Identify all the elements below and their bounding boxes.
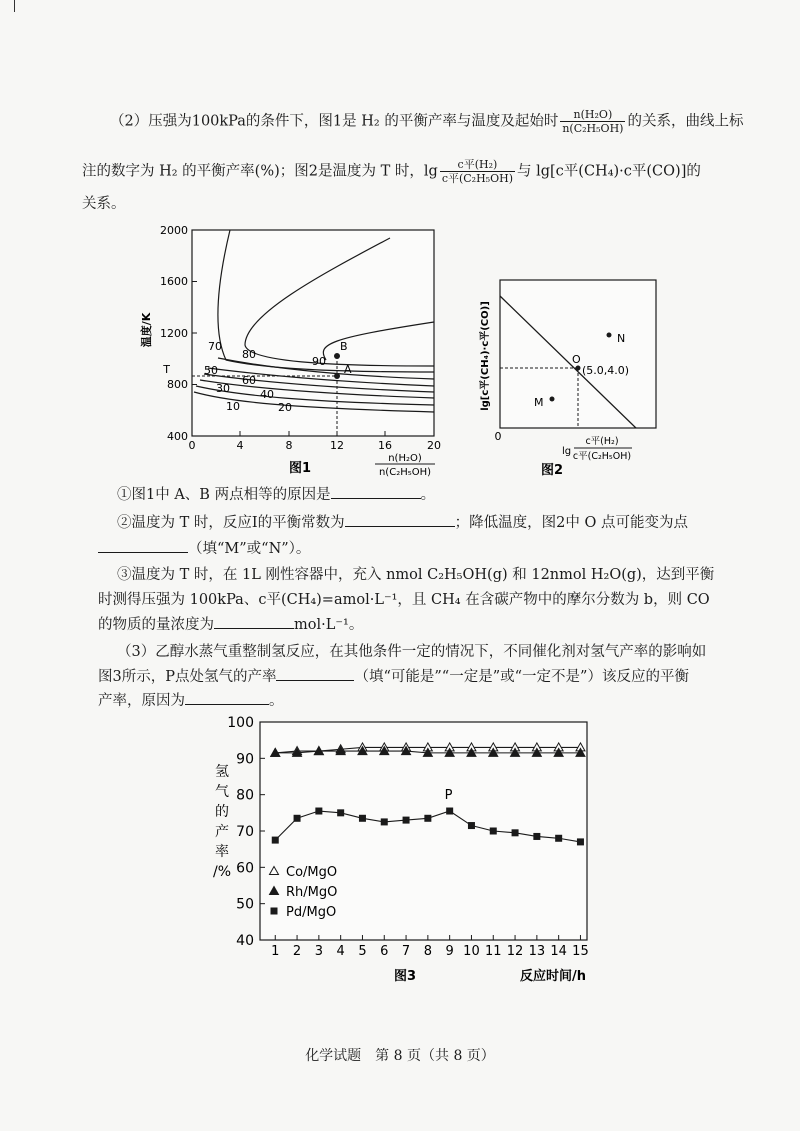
fig3-ytick-label: 90 <box>236 751 254 768</box>
fig1-caption: 图1 <box>288 461 312 476</box>
fig3-ylabel-char-6: /% <box>212 864 232 880</box>
fig3-xtick-label: 4 <box>336 944 345 959</box>
part3-text-a: 图3所示，P点处氢气的产率 <box>98 669 277 685</box>
part2-line1 <box>110 108 743 135</box>
fig1-curve-label-10: 10 <box>226 400 240 413</box>
fig1-xtick-12: 12 <box>330 439 344 452</box>
fig3-point-pd-mgo <box>272 837 279 844</box>
fig3-xtick-label: 12 <box>506 944 524 959</box>
fig3-xtick-label: 9 <box>445 944 454 959</box>
fig2-xlabel-prefix: lg <box>562 446 572 457</box>
fig3-point-pd-mgo <box>577 838 584 845</box>
scan-mark <box>14 0 15 12</box>
question-2 <box>117 510 688 535</box>
fig1-curve-label-60: 60 <box>242 374 256 387</box>
fig1-xtick-20: 20 <box>427 439 441 452</box>
answer-blank-6[interactable] <box>185 688 269 705</box>
fig3-xtick-label: 1 <box>271 944 280 959</box>
fig3-ylabel-char-3: 的 <box>215 804 229 820</box>
fig3-legend-label: Pd/MgO <box>286 905 337 920</box>
question-1-end: 。 <box>420 487 436 503</box>
fig2-label-n: N <box>617 332 626 345</box>
fig1-xlabel-den: n(C₂H₅OH) <box>378 467 432 478</box>
part2-text-b: 的关系，曲线上标 <box>627 113 744 130</box>
fig1-curve-label-90: 90 <box>312 355 326 368</box>
part3-line1: （3）乙醇水蒸气重整制氢反应，在其他条件一定的情况下，不同催化剂对氢气产率的影响如 <box>117 644 707 660</box>
fig1-xtick-8: 8 <box>285 439 293 452</box>
fig3-point-pd-mgo <box>337 809 344 816</box>
answer-blank-3[interactable] <box>98 536 188 553</box>
fig3-ytick-label: 80 <box>236 787 254 804</box>
part3-text-d: 。 <box>269 693 284 709</box>
fig3-xtick-label: 14 <box>550 944 567 959</box>
fig1-xtick-0: 0 <box>188 439 196 452</box>
fig2-label-o: O <box>572 353 581 366</box>
part3-line2 <box>98 664 689 689</box>
answer-blank-5[interactable] <box>276 664 354 681</box>
fig3-point-pd-mgo <box>359 815 366 822</box>
figure-3-chart <box>200 712 600 992</box>
figure-1 <box>130 220 460 480</box>
question-2-text-a: ②温度为 T 时，反应Ⅰ的平衡常数为 <box>117 515 345 531</box>
ratio-fraction <box>560 108 625 135</box>
fig3-point-pd-mgo <box>533 833 540 840</box>
fig1-ytick-1600: 1600 <box>160 275 188 288</box>
figure-2 <box>476 272 672 482</box>
fig1-ytick-1200: 1200 <box>160 327 188 340</box>
fig3-ylabel-char-5: 率 <box>215 844 229 860</box>
fig3-label-p: P <box>444 788 453 804</box>
fig1-ytick-2000: 2000 <box>160 224 188 237</box>
fig2-ylabel: lg[c平(CH₄)·c平(CO)] <box>480 301 491 411</box>
part3-text-c: 产率，原因为 <box>98 693 185 709</box>
question-3-line1: ③温度为 T 时，在 1L 刚性容器中，充入 nmol C₂H₅OH(g) 和 12nmol H₂O(g)，达到平衡 <box>117 567 715 583</box>
fig3-point-pd-mgo <box>512 829 519 836</box>
fig3-point-pd-mgo <box>403 817 410 824</box>
fig3-point-pd-mgo <box>468 822 475 829</box>
fig1-xlabel-num: n(H₂O) <box>388 453 422 464</box>
ratio-denominator: n(C₂H₅OH) <box>562 122 624 135</box>
fig3-point-pd-mgo <box>555 835 562 842</box>
fig3-xtick-label: 7 <box>401 944 411 959</box>
fig3-xtick-label: 8 <box>423 944 433 959</box>
fig3-point-pd-mgo <box>424 815 431 822</box>
fig1-ylabel: 温度/K <box>140 312 153 348</box>
question-1-text: ①图1中 A、B 两点相等的原因是 <box>117 487 331 503</box>
fig2-origin: 0 <box>494 430 502 443</box>
fig1-label-b: B <box>340 340 348 353</box>
question-3-text-c: 的物质的量浓度为 <box>98 617 214 633</box>
fig1-ytick-400: 400 <box>167 430 188 443</box>
part3-line3 <box>98 688 284 713</box>
fig3-legend-label: Rh/MgO <box>286 885 338 900</box>
fig3-legend-label: Co/MgO <box>286 865 338 880</box>
answer-blank-2[interactable] <box>345 510 455 527</box>
question-1 <box>117 482 435 507</box>
fig2-point-o <box>576 366 581 371</box>
fig3-ylabel <box>213 764 231 880</box>
fig1-xtick-4: 4 <box>236 439 244 452</box>
part3-text-b: （填“可能是”“一定是”或“一定不是”）该反应的平衡 <box>354 669 689 685</box>
fig3-ylabel-char-4: 产 <box>215 824 229 840</box>
lg-fraction <box>440 158 515 185</box>
answer-blank-4[interactable] <box>214 612 294 629</box>
fig1-ytick-800: 800 <box>167 378 188 391</box>
part2-text-a: （2）压强为100kPa的条件下，图1是 H₂ 的平衡产率与温度及起始时 <box>110 113 559 130</box>
fig3-ylabel-char-1: 氢 <box>215 764 229 780</box>
fig3-ytick-label: 40 <box>236 933 254 949</box>
question-3-text-d: mol·L⁻¹。 <box>294 617 364 633</box>
question-3-line3 <box>98 612 363 637</box>
fig2-xlabel-num: c平(H₂) <box>585 436 619 447</box>
fig2-label-o-coords: (5.0,4.0) <box>582 364 630 377</box>
question-3-line2: 时测得压强为 100kPa、c平(CH₄)=amol·L⁻¹，且 CH₄ 在含碳产物中的摩尔分数为 b，则 CO <box>98 592 710 608</box>
ratio-numerator: n(H₂O) <box>560 108 625 122</box>
fig1-curve-label-70: 70 <box>208 340 222 353</box>
part2-line2 <box>82 158 701 185</box>
fig1-xtick-16: 16 <box>378 439 392 452</box>
fig1-curve-label-40: 40 <box>260 388 274 401</box>
question-2-text-b: ；降低温度，图2中 O 点可能变为点 <box>454 515 688 531</box>
fig2-xlabel-den: c平(C₂H₅OH) <box>572 451 632 462</box>
fig3-point-pd-mgo <box>446 808 453 815</box>
fig3-point-pd-mgo <box>315 808 322 815</box>
part2-line3: 关系。 <box>82 196 126 212</box>
fig2-label-m: M <box>534 396 544 409</box>
fig3-point-pd-mgo <box>294 815 301 822</box>
fig2-point-n <box>607 333 612 338</box>
fig1-label-a: A <box>344 363 352 376</box>
question-2-text-c: （填“M”或“N”）。 <box>188 541 311 557</box>
fig3-xtick-label: 15 <box>572 944 589 959</box>
fig2-point-m <box>550 397 555 402</box>
fig1-curve-label-80: 80 <box>242 348 256 361</box>
fig1-t-label: T <box>163 363 170 376</box>
part2-text-d: 与 lg[c平(CH₄)·c平(CO)]的 <box>517 163 701 180</box>
fig3-legend-marker <box>271 908 278 915</box>
page-footer: 化学试题 第 8 页（共 8 页） <box>305 1048 495 1064</box>
fig3-caption: 图3 <box>393 969 417 984</box>
fig3-ytick-label: 60 <box>236 860 254 877</box>
fig1-point-b <box>334 353 340 359</box>
answer-blank-1[interactable] <box>331 482 421 499</box>
fig1-point-a <box>334 373 340 379</box>
fig1-curve-label-30: 30 <box>216 382 230 395</box>
fig3-xtick-label: 2 <box>292 944 302 959</box>
part2-text-c: 注的数字为 H₂ 的平衡产率(%)；图2是温度为 T 时，lg <box>82 163 438 180</box>
fig1-curve-label-50: 50 <box>204 364 218 377</box>
fig3-xtick-label: 5 <box>358 944 367 959</box>
fig3-xtick-label: 10 <box>463 944 480 959</box>
fig3-ytick-label: 50 <box>236 896 254 913</box>
fig3-ylabel-char-2: 气 <box>215 784 229 800</box>
fig3-xtick-label: 11 <box>484 944 502 959</box>
question-2-cont <box>98 536 310 561</box>
fig3-xtick-label: 3 <box>314 944 324 959</box>
fig2-caption: 图2 <box>540 463 564 478</box>
fig3-ytick-label: 100 <box>227 715 254 731</box>
fig3-point-pd-mgo <box>381 818 388 825</box>
fig3-xlabel: 反应时间/h <box>519 969 586 984</box>
lg-denominator: c平(C₂H₅OH) <box>441 172 513 185</box>
lg-numerator: c平(H₂) <box>440 158 515 172</box>
fig1-curve-label-20: 20 <box>278 401 292 414</box>
fig3-ytick-label: 70 <box>236 824 254 840</box>
fig3-xtick-label: 13 <box>528 944 546 959</box>
fig3-xtick-label: 6 <box>380 944 389 959</box>
fig3-point-pd-mgo <box>490 828 497 835</box>
